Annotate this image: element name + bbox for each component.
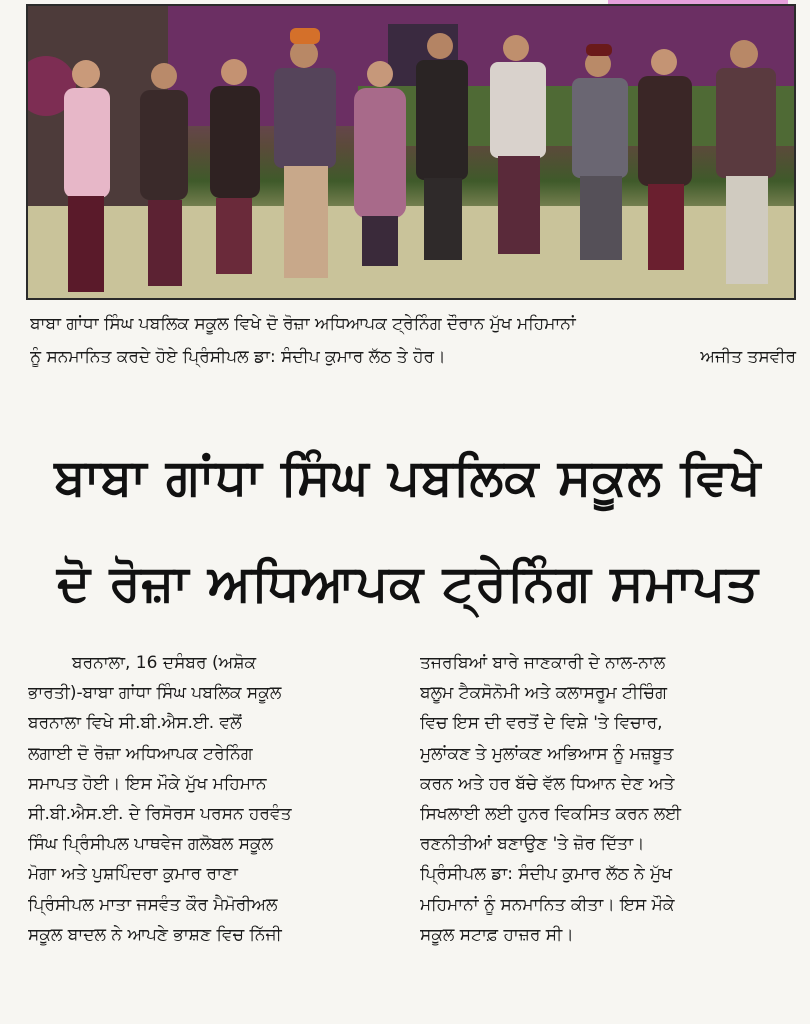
article-line: ਤਜਰਬਿਆਂ ਬਾਰੇ ਜਾਣਕਾਰੀ ਦੇ ਨਾਲ-ਨਾਲ	[420, 653, 666, 673]
article-line: ਸਮਾਪਤ ਹੋਈ। ਇਸ ਮੌਕੇ ਮੁੱਖ ਮਹਿਮਾਨ	[28, 773, 267, 794]
article-line: ਪ੍ਰਿੰਸੀਪਲ ਡਾ: ਸੰਦੀਪ ਕੁਮਾਰ ਲੱਠ ਨੇ ਮੁੱਖ	[420, 864, 673, 885]
caption-line-2: ਨੂੰ ਸਨਮਾਨਿਤ ਕਰਦੇ ਹੋਏ ਪ੍ਰਿੰਸੀਪਲ ਡਾ: ਸੰਦੀਪ ਕੁਮਾਰ ਲੱਠ ਤੇ ਹੋਰ।	[30, 347, 446, 367]
person-7	[490, 35, 546, 254]
headline-line-2: ਦੋ ਰੋਜ਼ਾ ਅਧਿਆਪਕ ਟ੍ਰੇਨਿੰਗ ਸਮਾਪਤ	[57, 554, 759, 612]
article-line: ਭਾਰਤੀ)-ਬਾਬਾ ਗਾਂਧਾ ਸਿੰਘ ਪਬਲਿਕ ਸਕੂਲ	[28, 683, 282, 704]
article-line: ਲਗਾਈ ਦੋ ਰੋਜ਼ਾ ਅਧਿਆਪਕ ਟਰੇਨਿੰਗ	[28, 743, 253, 764]
group-photo	[26, 4, 796, 300]
article-line: ਸਿਖਲਾਈ ਲਈ ਹੁਨਰ ਵਿਕਸਿਤ ਕਰਨ ਲਈ	[420, 804, 682, 825]
article-line: ਮੁਲਾਂਕਣ ਤੇ ਮੁਲਾਂਕਣ ਅਭਿਆਸ ਨੂੰ ਮਜ਼ਬੂਤ	[420, 743, 674, 764]
article-column-right	[420, 648, 800, 950]
article-line: ਪ੍ਰਿੰਸੀਪਲ ਮਾਤਾ ਜਸਵੰਤ ਕੌਰ ਮੈਮੋਰੀਅਲ	[28, 894, 278, 915]
article-line: ਕਰਨ ਅਤੇ ਹਰ ਬੱਚੇ ਵੱਲ ਧਿਆਨ ਦੇਣ ਅਤੇ	[420, 773, 675, 794]
article-line: ਬਲੂਮ ਟੈਕਸੋਨੋਮੀ ਅਤੇ ਕਲਾਸਰੂਮ ਟੀਚਿੰਗ	[420, 683, 667, 704]
photo-credit: ਅਜੀਤ ਤਸਵੀਰ	[700, 347, 796, 367]
caption-line-1: ਬਾਬਾ ਗਾਂਧਾ ਸਿੰਘ ਪਬਲਿਕ ਸਕੂਲ ਵਿਖੇ ਦੋ ਰੋਜ਼ਾ ਅਧਿਆਪਕ ਟ੍ਰੇਨਿੰਗ ਦੌਰਾਨ ਮੁੱਖ ਮਹਿਮਾਨਾਂ	[30, 314, 576, 334]
article-headline	[28, 424, 788, 636]
article-line: ਸਿੰਘ ਪ੍ਰਿੰਸੀਪਲ ਪਾਥਵੇਜ ਗਲੋਬਲ ਸਕੂਲ	[28, 834, 274, 855]
article-line: ਬਰਨਾਲਾ, 16 ਦਸੰਬਰ (ਅਸ਼ੋਕ	[72, 653, 257, 673]
article-line: ਸਕੂਲ ਬਾਦਲ ਨੇ ਆਪਣੇ ਭਾਸ਼ਣ ਵਿਚ ਨਿੱਜੀ	[28, 924, 282, 945]
article-line: ਮੋਗਾ ਅਤੇ ਪੁਸ਼ਪਿੰਦਰਾ ਕੁਮਾਰ ਰਾਣਾ	[28, 864, 238, 885]
article-line: ਸੀ.ਬੀ.ਐਸ.ਈ. ਦੇ ਰਿਸੋਰਸ ਪਰਸਨ ਹਰਵੰਤ	[28, 804, 292, 825]
photo-caption	[30, 308, 800, 374]
article-line: ਬਰਨਾਲਾ ਵਿਖੇ ਸੀ.ਬੀ.ਐਸ.ਈ. ਵਲੋਂ	[28, 713, 242, 734]
article-line: ਰਣਨੀਤੀਆਂ ਬਣਾਉਣ 'ਤੇ ਜ਼ੋਰ ਦਿੱਤਾ।	[420, 834, 645, 855]
article-line: ਵਿਚ ਇਸ ਦੀ ਵਰਤੋਂ ਦੇ ਵਿਸ਼ੇ 'ਤੇ ਵਿਚਾਰ,	[420, 713, 663, 734]
group-photo-illustration	[28, 6, 794, 298]
article-line: ਮਹਿਮਾਨਾਂ ਨੂੰ ਸਨਮਾਨਿਤ ਕੀਤਾ। ਇਸ ਮੌਕੇ	[420, 894, 675, 915]
person-1	[64, 60, 110, 292]
article-column-left	[28, 648, 408, 950]
article-line: ਸਕੂਲ ਸਟਾਫ਼ ਹਾਜ਼ਰ ਸੀ।	[420, 924, 574, 945]
headline-line-1: ਬਾਬਾ ਗਾਂਧਾ ਸਿੰਘ ਪਬਲਿਕ ਸਕੂਲ ਵਿਖੇ	[54, 448, 762, 506]
